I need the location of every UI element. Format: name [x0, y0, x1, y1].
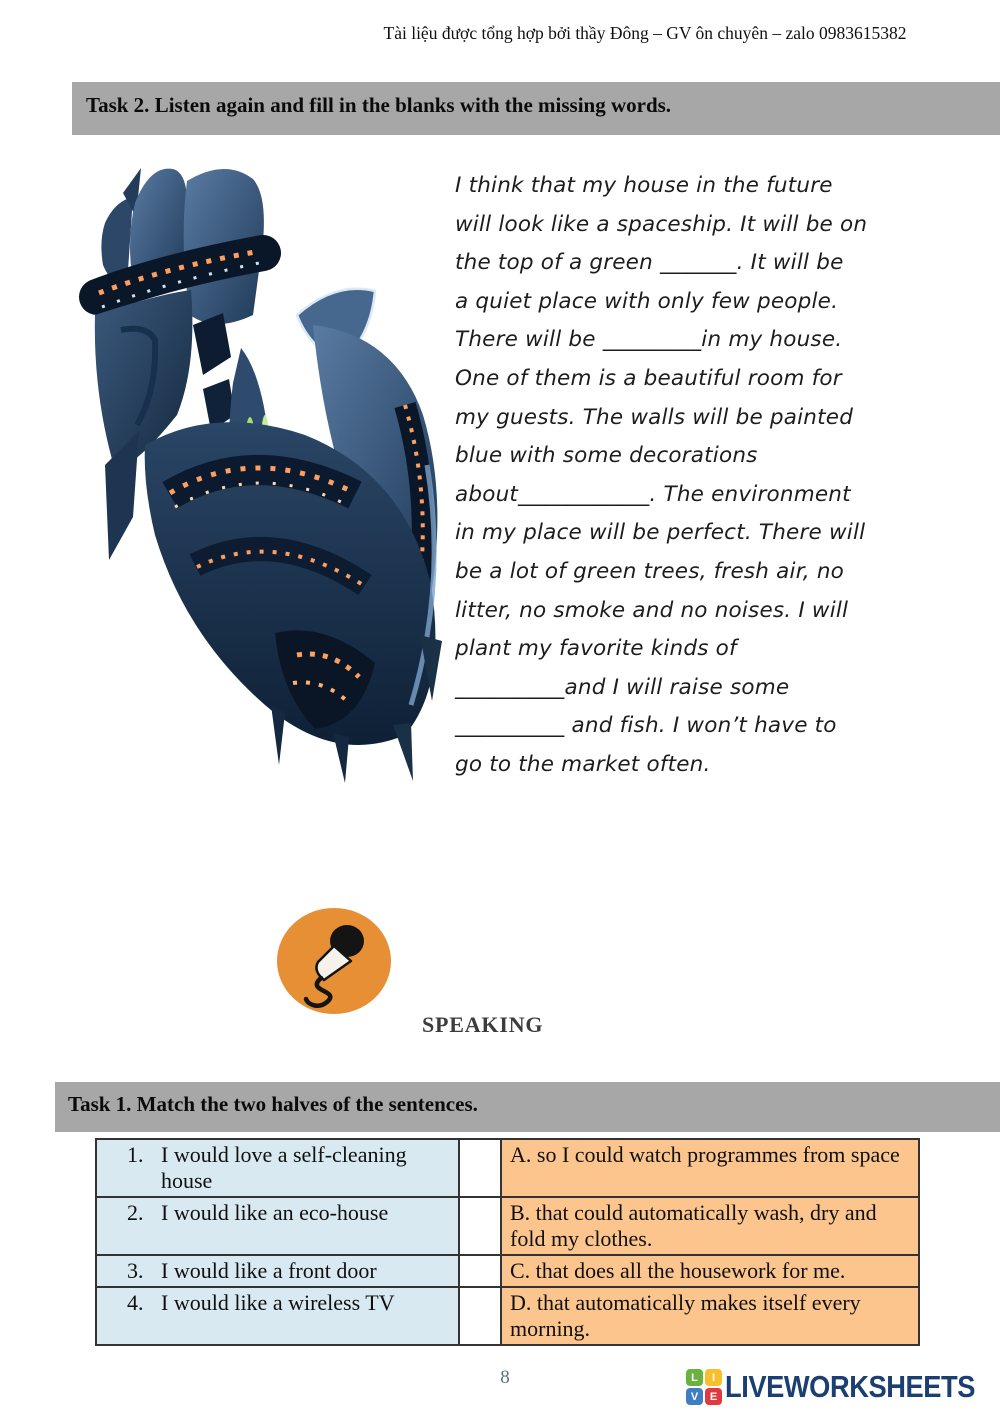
task1-title-bar [55, 1082, 1000, 1132]
microphone-icon [277, 908, 391, 1014]
liveworksheets-wordmark: LIVEWORKSHEETS [725, 1369, 976, 1404]
match-gap-cell[interactable] [459, 1197, 501, 1255]
paragraph-line: my guests. The walls will be painted [455, 404, 854, 430]
logo-square-e: E [705, 1388, 722, 1405]
table-row [96, 1287, 919, 1345]
item-text: I would like a front door [161, 1258, 377, 1283]
match-left-cell[interactable] [96, 1255, 459, 1287]
paragraph-line: blue with some decorations [455, 443, 758, 469]
paragraph-line: a quiet place with only few people. [455, 288, 839, 314]
item-text: I would like an eco-house [161, 1200, 389, 1225]
paragraph-line: There will be _________in my house. [455, 327, 843, 353]
table-row [96, 1197, 919, 1255]
item-text: I would like a wireless TV [161, 1290, 395, 1315]
table-row [96, 1139, 919, 1197]
paragraph-line: plant my favorite kinds of [455, 636, 737, 662]
liveworksheets-logo[interactable] [686, 1369, 1000, 1405]
match-right-cell[interactable] [501, 1197, 919, 1255]
match-left-cell[interactable] [96, 1197, 459, 1255]
item-text: A. so I could watch programmes from space [510, 1142, 900, 1167]
speaking-heading: SPEAKING [422, 1012, 544, 1037]
match-gap-cell[interactable] [459, 1255, 501, 1287]
item-number: 4. [127, 1290, 144, 1315]
logo-square-i: I [705, 1369, 722, 1386]
item-number: 3. [127, 1258, 144, 1283]
page-number: 8 [500, 1367, 510, 1388]
paragraph-line: in my place will be perfect. There will [455, 520, 866, 546]
paragraph-line: be a lot of green trees, fresh air, no [455, 558, 845, 584]
match-gap-cell[interactable] [459, 1287, 501, 1345]
paragraph-line: will look like a spaceship. It will be on [455, 211, 868, 237]
table-row [96, 1255, 919, 1287]
task2-title-bar [72, 82, 1000, 135]
match-table [95, 1138, 920, 1346]
paragraph-line: I think that my house in the future [455, 173, 833, 198]
paragraph-line: __________ and fish. I won’t have to [455, 713, 837, 739]
task2-title: Task 2. Listen again and fill in the blanks with the missing words. [86, 93, 672, 117]
header-credit-line: Tài liệu được tổng hợp bởi thầy Đông – GV ôn chuyên – zalo 0983615382 [383, 23, 907, 43]
liveworksheets-logo-icon [686, 1369, 722, 1405]
paragraph-line: the top of a green _______. It will be [455, 250, 844, 276]
paragraph-line: about____________. The environment [455, 481, 851, 507]
item-text: C. that does all the housework for me. [510, 1258, 846, 1283]
item-text: D. that automatically makes itself every morning. [510, 1290, 861, 1341]
spaceship-image [75, 163, 447, 783]
paragraph-line: One of them is a beautiful room for [455, 365, 842, 391]
match-right-cell[interactable] [501, 1287, 919, 1345]
logo-square-l: L [686, 1369, 703, 1386]
item-text: I would love a self-cleaning house [161, 1142, 407, 1193]
task1-title: Task 1. Match the two halves of the sentences. [68, 1092, 478, 1116]
match-left-cell[interactable] [96, 1139, 459, 1197]
item-number: 2. [127, 1200, 144, 1225]
match-right-cell[interactable] [501, 1255, 919, 1287]
item-number: 1. [127, 1142, 144, 1167]
match-left-cell[interactable] [96, 1287, 459, 1345]
paragraph-line: litter, no smoke and no noises. I will [455, 597, 849, 623]
match-gap-cell[interactable] [459, 1139, 501, 1197]
match-right-cell[interactable] [501, 1139, 919, 1197]
spaceship-illustration [75, 163, 447, 783]
paragraph-line: go to the market often. [455, 751, 711, 777]
gap-fill-paragraph [455, 167, 920, 785]
logo-square-v: V [686, 1388, 703, 1405]
item-text: B. that could automatically wash, dry and fold my clothes. [510, 1200, 877, 1251]
paragraph-line: __________and I will raise some [455, 674, 790, 700]
